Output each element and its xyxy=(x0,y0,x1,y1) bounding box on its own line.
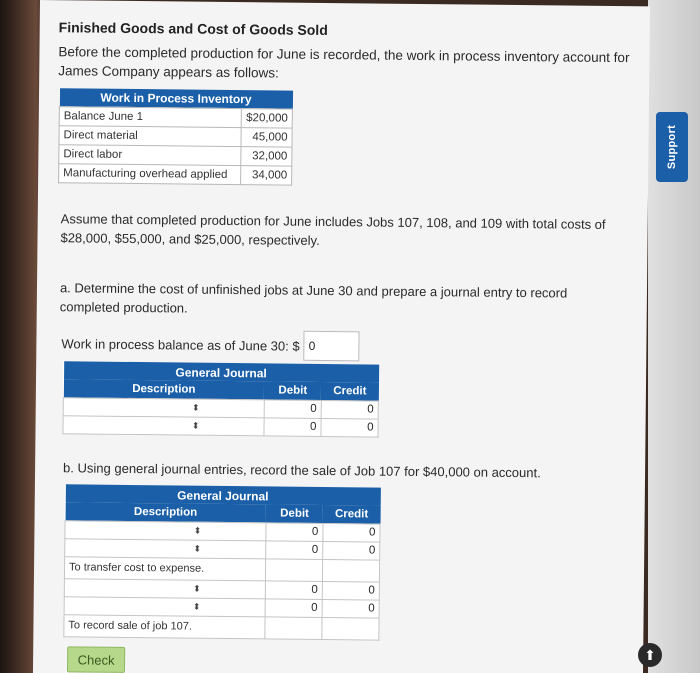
table-row xyxy=(59,144,292,165)
account-select[interactable] xyxy=(64,596,265,616)
account-select[interactable] xyxy=(65,520,266,540)
scroll-up-icon[interactable]: ⬆ xyxy=(638,643,662,667)
support-label: Support xyxy=(666,124,679,170)
table-row xyxy=(64,614,379,639)
wip-balance-label: Work in process balance as of June 30: $ xyxy=(61,335,300,354)
journal-b-col-debit: Debit xyxy=(266,504,323,523)
journal-a-col-debit: Debit xyxy=(264,381,321,400)
wip-balance-input[interactable]: 0 xyxy=(303,331,359,362)
wip-row-amount: $20,000 xyxy=(242,108,293,128)
table-row xyxy=(59,163,292,184)
empty-cell xyxy=(265,558,322,581)
journal-b xyxy=(63,484,381,640)
intro-text: Before the completed production for June is recorded, the work in process inventory account for James Company appears as follows: xyxy=(58,44,630,81)
journal-a-col-credit: Credit xyxy=(321,382,378,401)
assumption-text: Assume that completed production for June includes Jobs 107, 108, and 109 with total costs of $28,000, $55,000, and $25,000, respectively. xyxy=(60,211,606,248)
page-title: Finished Goods and Cost of Goods Sold xyxy=(58,19,328,39)
select-arrows-icon: ⬍ xyxy=(193,543,202,554)
credit-input[interactable]: 0 xyxy=(322,599,379,618)
select-arrows-icon: ⬍ xyxy=(193,583,201,594)
wip-row-amount: 32,000 xyxy=(241,146,292,166)
wip-table-header: Work in Process Inventory xyxy=(59,88,292,108)
table-row xyxy=(59,125,292,146)
wip-row-amount: 45,000 xyxy=(241,127,292,147)
wip-row-label: Direct material xyxy=(59,125,242,146)
credit-input[interactable]: 0 xyxy=(321,418,378,437)
select-arrows-icon: ⬍ xyxy=(192,402,200,413)
support-tab[interactable] xyxy=(656,112,688,182)
account-select[interactable] xyxy=(64,578,265,598)
table-row xyxy=(64,556,379,581)
table-row xyxy=(59,106,292,127)
journal-b-col-credit: Credit xyxy=(323,505,380,524)
wip-row-amount: 34,000 xyxy=(241,165,292,185)
wip-row-label: Direct labor xyxy=(59,144,242,165)
entry-note-input[interactable]: To record sale of job 107. xyxy=(64,614,265,638)
empty-cell xyxy=(265,616,322,639)
credit-input[interactable]: 0 xyxy=(323,523,380,542)
select-arrows-icon: ⬍ xyxy=(191,420,200,431)
credit-input[interactable]: 0 xyxy=(323,541,380,560)
table-row xyxy=(63,415,378,436)
wip-row-label: Manufacturing overhead applied xyxy=(59,163,242,184)
problem-page xyxy=(33,0,650,673)
credit-input[interactable]: 0 xyxy=(322,581,379,600)
empty-cell xyxy=(322,617,379,640)
credit-input[interactable]: 0 xyxy=(321,400,378,419)
debit-input[interactable]: 0 xyxy=(266,522,323,541)
debit-input[interactable]: 0 xyxy=(265,580,322,599)
wip-row-label: Balance June 1 xyxy=(59,106,242,127)
debit-input[interactable]: 0 xyxy=(266,540,323,559)
debit-input[interactable]: 0 xyxy=(264,417,321,436)
account-select[interactable] xyxy=(63,397,264,417)
select-arrows-icon: ⬍ xyxy=(193,525,202,536)
journal-b-title: General Journal xyxy=(65,484,380,505)
select-arrows-icon: ⬍ xyxy=(192,601,201,612)
account-select[interactable] xyxy=(65,538,266,558)
part-b-text: b. Using general journal entries, record the sale of Job 107 for $40,000 on account. xyxy=(63,460,541,481)
check-button[interactable]: Check xyxy=(67,646,125,673)
empty-cell xyxy=(322,559,379,582)
debit-input[interactable]: 0 xyxy=(265,598,322,617)
wip-inventory-table xyxy=(58,88,293,185)
account-select[interactable] xyxy=(63,415,264,435)
journal-a-col-description: Description xyxy=(63,379,264,399)
journal-a xyxy=(62,361,379,437)
part-a-text: a. Determine the cost of unfinished jobs at June 30 and prepare a journal entry to record completed production. xyxy=(59,280,568,316)
journal-b-col-description: Description xyxy=(65,502,266,522)
journal-a-title: General Journal xyxy=(64,361,379,382)
entry-note-input[interactable]: To transfer cost to expense. xyxy=(64,556,265,580)
debit-input[interactable]: 0 xyxy=(264,399,321,418)
wip-balance-row xyxy=(61,328,360,361)
photo-background-right xyxy=(648,0,700,673)
